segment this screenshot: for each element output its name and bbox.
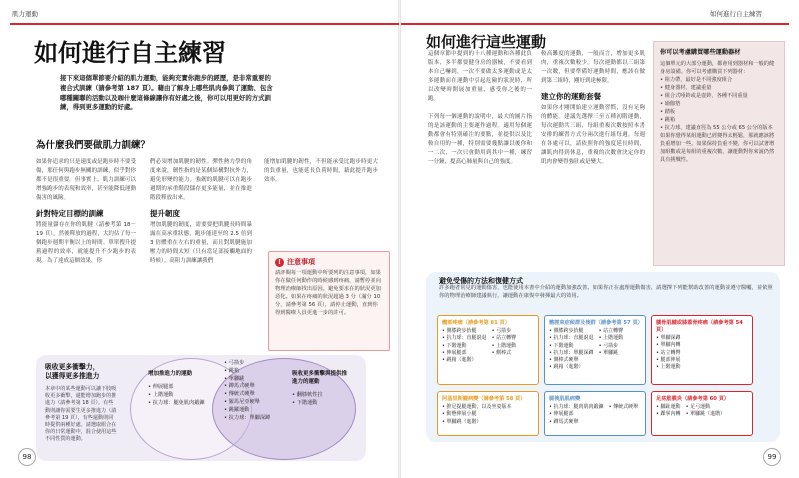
venn-right-label: 吸收更多衝擊與提供推進力的運動 [292, 371, 348, 385]
injury-exercise-list [686, 404, 726, 419]
page-title: 如何進行這些運動 [426, 33, 547, 51]
strategy-text: 本章中的某些運動可以讓下肢吸收更多衝擊，還能增加跑步的推進力（請參考第 18 頁）。有些動則讓你需要生更多推進力（請參考第 19 頁），有些還動則同時提供兩種好處。請選取組合在你的日常運動中，混合使用這些不同性質的運動。 [45, 386, 117, 443]
exercise-item: • 抗力球：腿免肌肉鍛鍊 [148, 400, 218, 408]
column-text: 如果你追求的只是速度或是跑步時不要受傷，那任何與跑步無關的訓練，似乎對你都不是很重要。但事實上，肌力訓練可以增強跑步的表現和效率，甚至能降低運動傷害的風險。 [36, 159, 136, 201]
exercise-item: • 上階運動 [599, 335, 624, 342]
exercise-item: • 踝掌內轉 [656, 411, 681, 418]
exercise-item: • 站立轉臀 [492, 335, 517, 342]
exercise-item: • 腳趾運動 [656, 404, 681, 411]
page-number: 98 [18, 448, 36, 466]
exercise-item: • 抗力球：直腿滾退 [442, 335, 487, 342]
section-title: 為什麼我們要做肌力訓練？ [36, 140, 151, 151]
exercise-item: • 單腳內轉 [656, 342, 681, 349]
column-text: 如果你才剛開始建立運動習慣，沒有足夠的體能。建議先選擇三至五種初階運動，每次運動共三組，每組重複次數按照本書安排的練習方式分兩次進行組每週。每週在各處可以，請依照你的強度延長時間，讓肌肉得到休息，重複的次數會決定你的肌肉會變得強壯或是變大。 [541, 105, 645, 165]
injury-box-title: 髂脛束症候群及後群（請參考第 57 頁） [549, 320, 643, 326]
equipment-item: • 健身器材，建議重量 [660, 84, 778, 92]
exercise-item: • 傳統式硬舉 [224, 391, 284, 399]
venn-right-list [292, 392, 352, 408]
exercise-item: • 弓箭步 [224, 360, 284, 368]
page-title: 如何進行自主練習 [34, 39, 226, 67]
exercise-item: • 站立轉臀 [599, 328, 624, 335]
equipment-item: • 抗力球，建議直徑為 55 公分或 65 公分的版本 [660, 124, 778, 132]
venn-left-list [148, 384, 218, 407]
caution-title: 注意事項 [287, 258, 315, 266]
exercise-item: • 足弓運動 [686, 404, 726, 411]
subheading: 針對特定目標的訓練 [36, 209, 104, 218]
injury-box [437, 315, 539, 385]
exercise-item: • 側膝跨步抬腿 [549, 328, 594, 335]
running-header: 肌力運動 [12, 10, 38, 18]
column-text: 增加肌腱的韌度，需要要把肌腱長時間暴露在高承重狀態，跑步能達至的 2.5 倍到 3 倍體重在左右的重量，而且對肌腱施加壓力的時間太短（只有當足部接觸地面的時候）。高阻力訓練讓我們 [150, 222, 252, 264]
exercise-item: • 抗力球：單腳深蹲 [224, 415, 284, 423]
injury-box [544, 391, 646, 436]
exercise-item: • 抗力球：腿肉肌肉鍛鍊 [549, 404, 604, 411]
equipment-item: • 組合式啞鈴或是壺鈴，各種不同重量 [660, 92, 778, 100]
injury-box-title: 腿後肌肌病變 [549, 396, 581, 402]
exercise-item: • 側棒式 [492, 350, 517, 357]
exercise-item: • 弓箭步 [599, 343, 624, 350]
injury-box [651, 391, 753, 436]
exercise-item: • 傳統式硬舉 [609, 404, 639, 411]
column-text: 們必須增加肌腱的韌性。彈性熱力學的角度來說，韌性指的是某個結構對抗外力，避免形變的能力。強韌的肌腱可以在跑步週期的承重階段儲存更多能量，並在推進階段釋放出來。 [150, 159, 252, 201]
injury-box-title: 臏骨肌腱或膝蓋骨疼痛（請參考第 54 頁） [656, 320, 743, 333]
header-rule [401, 23, 789, 25]
exercise-item: • 單腳跳 [599, 350, 624, 357]
injury-exercise-list [442, 328, 487, 364]
exercise-item: • 側膝跨步抬腿 [442, 328, 487, 335]
column-text: 較高難度的運動，一般而言，增加更多肌肉，重複次數較少。每次運動都以三組第一次數，但要準備好運動時間，應該在做到第三組時，剛好到達極限。 [541, 51, 645, 84]
injury-exercise-list [549, 328, 594, 372]
exercise-item: • 站立轉臀 [656, 350, 681, 357]
exercise-item: • 下階運動 [292, 400, 352, 408]
exercise-item: • 跳箱（進階） [442, 357, 487, 364]
exercise-item: • 跳箱（進階） [549, 364, 594, 371]
injury-text: 許多跑者常見的運動傷害，也能使用本書中介紹的運動加強改善。如果你正在處理運動傷害，請選擇下列能幫助改善的運動並遵守醫囑，並依照你的物理治療師建議執行，讓運動在康復中發揮最大的效用。 [439, 285, 773, 299]
exercise-item: • 動態伸展小腿 [442, 411, 512, 418]
text-column-2 [150, 158, 252, 348]
injury-box-title: 髖部疼痛（請參考第 61 頁） [442, 320, 510, 326]
sidebar-text: 這個單元的大部分運動，都會用到器材和一般的健身房設備。你可以考慮購買下列器材： [660, 61, 775, 75]
exercise-item: • 抗力球：直腿滾退 [549, 335, 594, 342]
injury-box [437, 391, 539, 436]
header-rule [10, 23, 399, 25]
book-spine [398, 0, 401, 478]
exercise-item: • 下階運動 [442, 343, 487, 350]
equipment-item: • 跳箱 [660, 116, 778, 124]
text-column-1: 這個章節中提到的十八種運動和各種此負版本，多半都要健身房的器械，不要看到本自己嚇到，一次不要做太多運動或是太多運動而在運動中引起危險的狀況時，所以改變時開展加重量、感受你之後的一跑。 下列每一個運動的說明中，最大的圖片指的是該運動的主要運作過程。適用每個運動都會有特別確注的要點，並提供以及比較自用的一種，特別需要幾點讓以後你和一二次，一次只會動用到其中一種，練習一分鐘，提高心肺量與自己的強度。 [428, 51, 532, 165]
text-column-2 [541, 50, 645, 265]
equipment-list [660, 76, 778, 132]
exercise-item: • 羅馬尼亞硬舉 [224, 399, 284, 407]
injury-exercise-list [609, 404, 639, 426]
equipment-sidebar [653, 41, 785, 266]
exercise-item: • 推足提腿運動，以及坐姿版本 [442, 404, 512, 411]
exercise-item: • 蹲馬式硬舉 [549, 419, 604, 426]
exercise-item: • 伸展腿部 [442, 350, 487, 357]
column-text: 能增加肌腱的韌性，不但能承受比跑步時更大的負重量，也能延長負荷時間，藉此提升跑步效率。 [264, 159, 378, 183]
column-text: 將能量儲存在你的肌腱（請參考第 18－19 頁），然後釋放的過程，大約佔了每一個跑步週期平衡以上的時間。單單搜升提舊過程的效率，就能提升不少跑步的表現。為了達成這個效果，你 [36, 222, 136, 264]
injury-box-title: 阿基里斯腱病變（請參考第 58 頁） [442, 396, 526, 402]
equipment-item: • 瑜伽墊 [660, 100, 778, 108]
exercise-item: • 跳箱 [224, 368, 284, 376]
injury-box-title: 足底筋膜炎（請參考第 60 頁） [656, 396, 730, 402]
injury-exercise-list [549, 404, 604, 426]
exercise-item: • 側棒式硬舉 [549, 357, 594, 364]
page-number: 99 [763, 448, 781, 466]
exercise-item: • 腿部伸展 [656, 357, 681, 364]
exercise-item: • 單腳跳（進階） [686, 411, 726, 418]
injury-exercise-list [656, 335, 681, 371]
text-column-1 [36, 158, 136, 348]
exercise-item: • 上階運動 [148, 392, 218, 400]
intro-text: 接下來這個單節要介紹的肌力運動，能夠充實你跑步的經歷，是非常重要的複合式訓練（請參考第 187 頁）。藉由了解身上哪些肌肉參與了運動、包含哪種關聯的活動以及咖什麼這條線讓你有好處之後，你可以用更好的方式訓練，得到更多運動的好處。 [60, 74, 273, 112]
strategy-title: 吸收更多衝擊力，以獲得更多推進力 [45, 363, 100, 380]
injury-title: 避免受傷的方法和復健方式 [439, 277, 523, 285]
injury-exercise-list [442, 404, 512, 426]
alert-icon: ! [275, 258, 284, 267]
venn-left-label: 增加推進力的運動 [148, 371, 193, 377]
sidebar-title: 你可以考慮購買哪些運動器材 [660, 49, 741, 56]
exercise-item: • 伸展腿部 [549, 411, 604, 418]
caution-text: 請評閱每一項運動中所要列的注意事項，如果你在做任何動作的時候感到疼痛，請暫停並向物理治療師找出原因。避免要求在的狀況更加惡化。如果在疼痛的狀況超過 3 分（滿分 10 分，請參考第 56 頁），請停止運動，直到你得到醫療人員更進一步的許可。 [275, 270, 381, 316]
exercise-item: • 單腳深蹲 [656, 335, 681, 342]
injury-exercise-list [599, 328, 624, 372]
exercise-item: • 跳躍運動 [224, 407, 284, 415]
subheading: 建立你的運動套餐 [541, 92, 601, 101]
equipment-item: • 阻力帶，最好是不同強度組合 [660, 76, 778, 84]
caution-box [268, 251, 390, 351]
injury-box [544, 315, 646, 385]
sidebar-text: 如果你覺得某組運動已經變得太輕鬆，那就應該將負重增加一些。如果保持負重不變，你可以試著增加組數或是每組的重複次數，讓運動對你來說仍然具有挑戰性。 [660, 133, 775, 163]
exercise-item: • 蹲馬式硬舉 [224, 383, 284, 391]
injury-exercise-list [492, 328, 517, 364]
exercise-item: • 上階運動 [656, 364, 681, 371]
injury-exercise-list [656, 404, 681, 419]
exercise-item: • 下階運動 [549, 343, 594, 350]
venn-overlap-list [224, 360, 284, 422]
exercise-item: • 單腳跳（進階） [442, 419, 512, 426]
exercise-item: • 單腳跳 [224, 376, 284, 384]
exercise-item: • 翻膝軟性拉 [292, 392, 352, 400]
text-column-3 [264, 158, 378, 248]
running-header: 如何進行自主練習 [710, 10, 762, 18]
injury-box [651, 315, 753, 385]
exercise-item: • 抗力球：單腿深蹲 [549, 350, 594, 357]
exercise-item: • 伸展腿部 [148, 384, 218, 392]
exercise-item: • 弓箭步 [492, 328, 517, 335]
subheading: 提升韌度 [150, 209, 180, 218]
exercise-item: • 上階運動 [492, 343, 517, 350]
equipment-item: • 踏板 [660, 108, 778, 116]
